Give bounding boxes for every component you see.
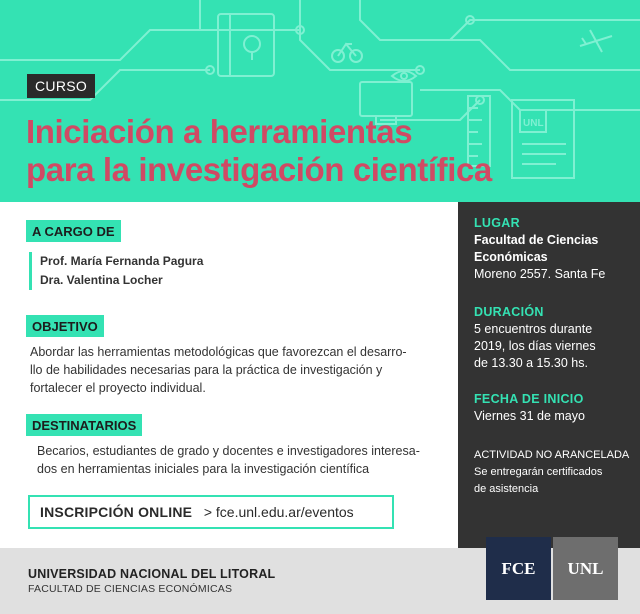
bicycle-icon [332,44,362,62]
lugar-address: Moreno 2557. Santa Fe [474,267,606,281]
inscripcion-link[interactable]: > fce.unl.edu.ar/eventos [203,504,354,520]
instructors-list [29,252,203,290]
certificados-text [474,464,640,498]
destinatarios-heading: DESTINATARIOS [26,414,142,436]
lugar-line: Económicas [474,250,548,264]
objetivo-line: fortalecer el proyecto individual. [30,381,206,395]
course-title-line-1: Iniciación a herramientas [26,113,413,150]
duracion-line: 5 encuentros durante [474,322,593,336]
a-cargo-heading: A CARGO DE [26,220,121,242]
inscripcion-label: INSCRIPCIÓN ONLINE [40,504,193,520]
inicio-label: FECHA DE INICIO [474,392,584,406]
eye-icon [392,71,416,81]
destinatarios-line: dos en herramientas iniciales para la investigación científica [37,462,370,476]
instructor-name: Prof. María Fernanda Pagura [40,254,204,268]
main-content [0,202,458,548]
destinatarios-line: Becarios, estudiantes de grado y docentes e investigadores interesa- [37,444,420,458]
fce-logo: FCE [486,537,551,600]
duracion-label: DURACIÓN [474,305,544,319]
objetivo-text [30,343,442,397]
objetivo-line: Abordar las herramientas metodológicas que favorezcan el desarro- [30,345,407,359]
course-title-line-2: para la investigación científica [26,151,492,188]
objetivo-line: llo de habilidades necesarias para la práctica de investigación y [30,363,383,377]
objetivo-heading: OBJETIVO [26,315,104,337]
inicio-value: Viernes 31 de mayo [474,409,585,423]
inscripcion-box[interactable] [28,495,394,529]
lugar-line: Facultad de Ciencias [474,233,599,247]
course-tag: CURSO [27,74,95,98]
certificados-line: Se entregarán certificados [474,466,603,478]
duracion-line: de 13.30 a 15.30 hs. [474,356,588,370]
unl-logo: UNL [553,537,618,600]
actividad-label: ACTIVIDAD NO ARANCELADA [474,449,630,461]
airplane-icon [580,30,612,52]
instructor-name: Dra. Valentina Locher [40,273,163,287]
info-sidebar [458,202,640,548]
university-name: UNIVERSIDAD NACIONAL DEL LITORAL [28,567,276,581]
svg-text:UNL: UNL [523,118,544,129]
certificados-line: de asistencia [474,483,539,495]
faculty-name: FACULTAD DE CIENCIAS ECONÓMICAS [28,583,233,595]
duracion-value [474,321,640,372]
lugar-label: LUGAR [474,216,520,230]
destinatarios-text [37,442,442,478]
hero-banner [0,0,640,202]
course-title [26,113,586,189]
duracion-line: 2019, los días viernes [474,339,596,353]
lugar-value [474,232,640,283]
book-lock-icon [218,14,274,76]
